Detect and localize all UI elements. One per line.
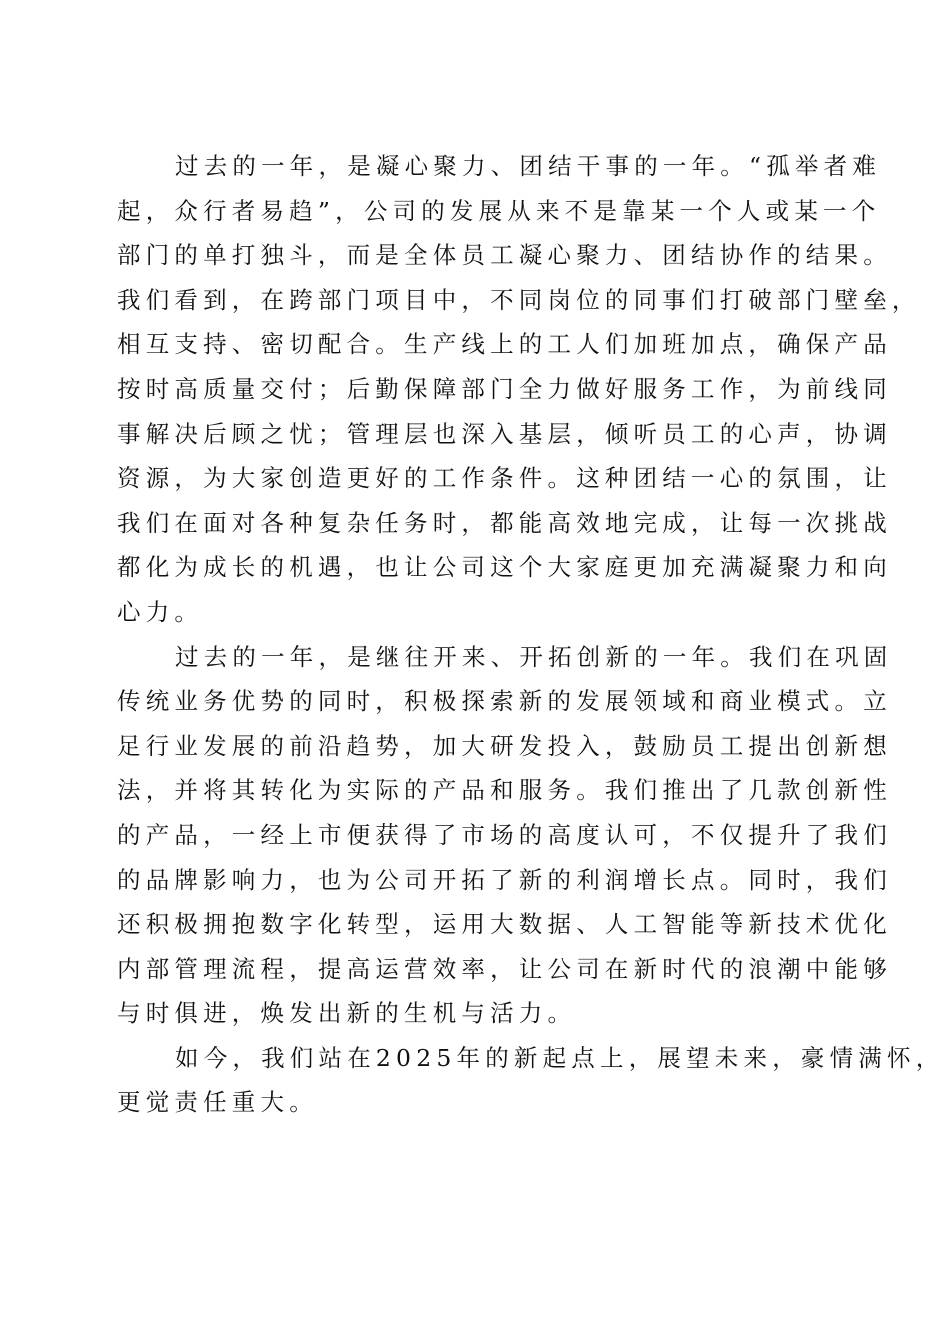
text-line: 过去的一年，是凝心聚力、团结干事的一年。“孤举者难 (175, 152, 882, 180)
paragraph-innovation (117, 635, 893, 1036)
text-line: 传统业务优势的同时，积极探索新的发展领域和商业模式。立 (117, 687, 892, 716)
text-line: 都化为成长的机遇，也让公司这个大家庭更加充满凝聚力和向 (117, 553, 892, 582)
text-line: 的产品，一经上市便获得了市场的高度认可，不仅提升了我们 (117, 820, 892, 849)
text-line: 如今，我们站在2025年的新起点上，展望未来，豪情满怀， (175, 1043, 945, 1072)
text-line: 内部管理流程，提高运营效率，让公司在新时代的浪潮中能够 (117, 954, 892, 983)
text-line: 足行业发展的前沿趋势，加大研发投入，鼓励员工提出创新想 (117, 731, 892, 760)
text-line: 过去的一年，是继往开来、开拓创新的一年。我们在巩固 (175, 642, 893, 671)
text-line: 与时俱进，焕发出新的生机与活力。 (117, 999, 577, 1028)
text-line: 起，众行者易趋”，公司的发展从来不是靠某一个人或某一个 (117, 196, 881, 225)
text-line: 法，并将其转化为实际的产品和服务。我们推出了几款创新性 (117, 776, 892, 805)
paragraph-unity (117, 144, 921, 635)
text-line: 部门的单打独斗，而是全体员工凝心聚力、团结协作的结果。 (117, 241, 892, 270)
text-line: 更觉责任重大。 (117, 1088, 318, 1117)
text-line: 相互支持、密切配合。生产线上的工人们加班加点，确保产品 (117, 330, 892, 359)
text-line: 还积极拥抱数字化转型，运用大数据、人工智能等新技术优化 (117, 910, 892, 939)
paragraph-outlook (117, 1036, 945, 1125)
text-line: 的品牌影响力，也为公司开拓了新的利润增长点。同时，我们 (117, 865, 892, 894)
text-line: 我们在面对各种复杂任务时，都能高效地完成，让每一次挑战 (117, 508, 892, 537)
text-line: 心力。 (117, 597, 204, 626)
document-body (117, 144, 945, 1125)
text-line: 我们看到，在跨部门项目中，不同岗位的同事们打破部门壁垒， (117, 285, 921, 314)
text-line: 按时高质量交付；后勤保障部门全力做好服务工作，为前线同 (117, 374, 892, 403)
text-line: 资源，为大家创造更好的工作条件。这种团结一心的氛围，让 (117, 464, 892, 493)
text-line: 事解决后顾之忧；管理层也深入基层，倾听员工的心声，协调 (117, 419, 892, 448)
